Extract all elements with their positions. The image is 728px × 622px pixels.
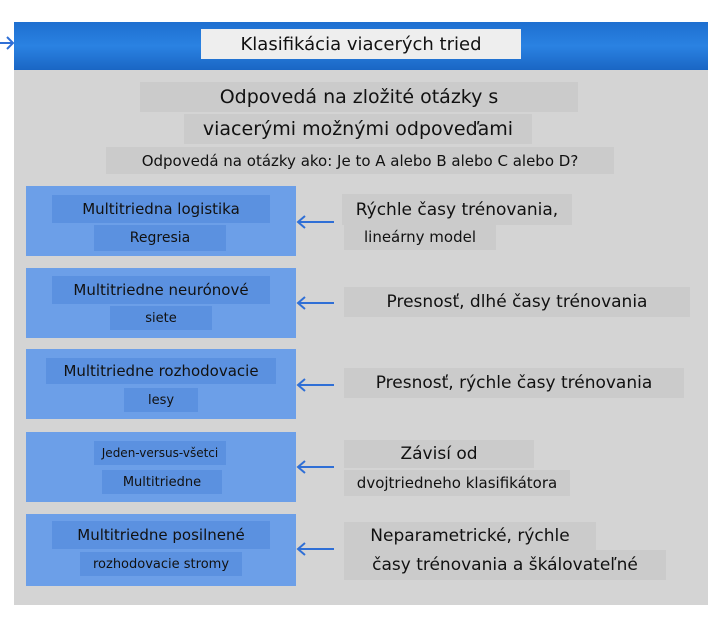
algorithm-name-2b: siete [110, 306, 212, 330]
algorithm-name-4a: Jeden-versus-všetci [94, 441, 226, 465]
algorithm-name-3b: lesy [124, 388, 198, 412]
question-text: Odpovedá na otázky ako: Je to A alebo B alebo C alebo D? [106, 147, 614, 174]
description-5b: časy trénovania a škálovateľné [344, 550, 666, 580]
algorithm-name-1a: Multitriedna logistika [52, 195, 270, 223]
subtitle-line-2: viacerými možnými odpoveďami [184, 114, 532, 144]
description-3: Presnosť, rýchle časy trénovania [344, 368, 684, 398]
left-arrow-icon [296, 459, 336, 475]
algorithm-name-4b: Multitriedne [102, 470, 222, 494]
algorithm-name-3a: Multitriedne rozhodovacie [46, 358, 276, 384]
algorithm-name-1b: Regresia [94, 225, 226, 251]
left-arrow-icon [296, 295, 336, 311]
algorithm-name-5b: rozhodovacie stromy [80, 552, 242, 576]
algorithm-name-5a: Multitriedne posilnené [52, 521, 270, 549]
algorithm-name-2a: Multitriedne neurónové [52, 276, 270, 304]
diagram-title: Klasifikácia viacerých tried [201, 29, 521, 59]
left-arrow-icon [296, 377, 336, 393]
description-1b: lineárny model [344, 224, 496, 250]
description-4a: Závisí od [344, 440, 534, 468]
description-5a: Neparametrické, rýchle [344, 522, 596, 550]
left-arrow-icon [296, 214, 336, 230]
description-4b: dvojtriedneho klasifikátora [344, 470, 570, 496]
subtitle-line-1: Odpovedá na zložité otázky s [140, 82, 578, 112]
left-arrow-icon [296, 541, 336, 557]
description-2: Presnosť, dlhé časy trénovania [344, 287, 690, 317]
description-1a: Rýchle časy trénovania, [342, 194, 572, 225]
